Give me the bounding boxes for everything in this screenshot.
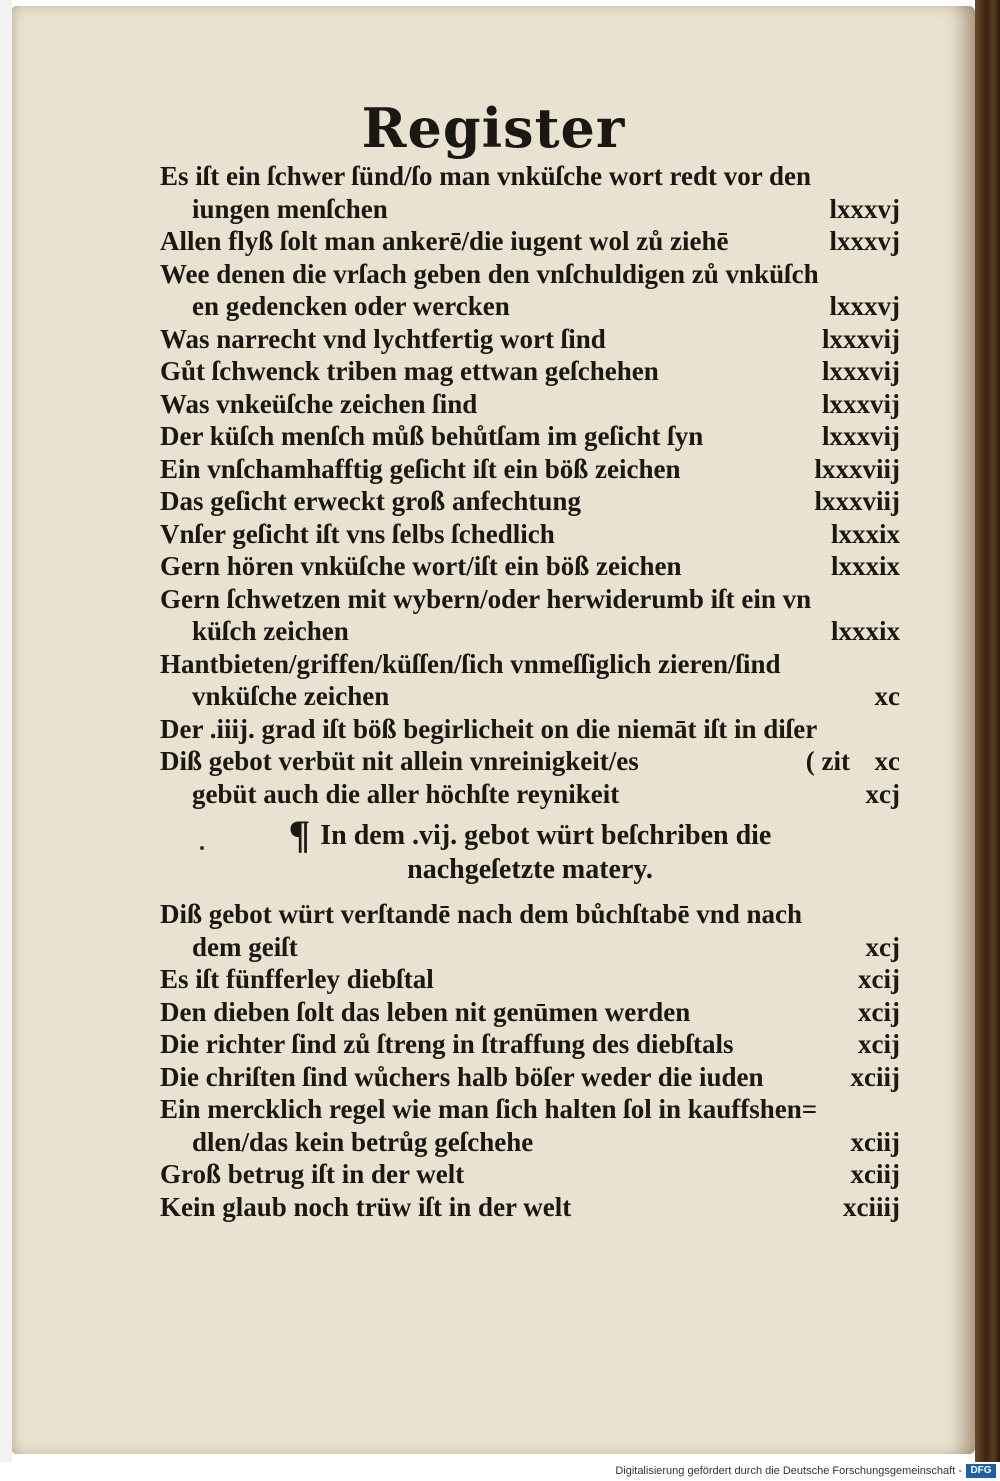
register-entry-line (150, 1061, 910, 1094)
folio-reference: xciij (850, 1159, 900, 1189)
entry-text: Allen flyß ſolt man ankerē/die iugent wol zů ziehē (160, 226, 729, 256)
entry-text: Gern hören vnküſche wort/iſt ein böß zeichen (160, 551, 682, 581)
folio-reference: lxxxvj (829, 291, 900, 321)
entry-text: Die richter ſind zů ſtreng in ſtraffung des diebſtals (160, 1029, 734, 1059)
register-entry-line (150, 1028, 910, 1061)
register-entry-line (150, 323, 910, 356)
entry-text: Groß betrug iſt in der welt (160, 1159, 465, 1189)
folio-reference: lxxxix (830, 518, 900, 549)
folio-reference: lxxxix (830, 551, 900, 581)
dfg-logo-icon: DFG (966, 1464, 996, 1478)
register-entry-line (150, 518, 910, 551)
register-entry-line (150, 1191, 910, 1224)
folio-reference: xcj (865, 931, 900, 962)
entry-text: Was narrecht vnd lychtfertig wort ſind (160, 323, 606, 354)
entry-text: Gern ſchwetzen mit wybern/oder herwiderumb iſt ein vn (160, 583, 812, 614)
folio-reference: lxxxviij (814, 486, 900, 516)
entry-text: Diß gebot verbüt nit allein vnreinigkeit/es (160, 746, 639, 776)
entry-text: Den dieben ſolt das leben nit genūmen werden (160, 996, 691, 1027)
register-entry-line (150, 388, 910, 421)
folio-reference: lxxxvij (822, 388, 900, 419)
entry-text: gebüt auch die aller höchſte reynikeit (192, 778, 620, 809)
scan-backdrop (0, 0, 12, 1462)
register-entry-line (150, 355, 910, 388)
register-entry-line (150, 931, 910, 964)
folio-reference: xciiij (843, 1191, 900, 1222)
register-entry-line (150, 648, 910, 681)
register-entry-line (150, 898, 910, 931)
entry-text: Diß gebot würt verſtandē nach dem bůchſtabē vnd nach (160, 899, 803, 929)
folio-reference: lxxxvj (829, 193, 900, 224)
register-entry-line (150, 1093, 910, 1126)
folio-reference: xc (874, 681, 900, 711)
entry-text: Der .iiij. grad iſt böß begirlicheit on die niemāt iſt in diſer (160, 713, 818, 744)
folio-reference: lxxxvj (829, 226, 900, 256)
entry-text: Hantbieten/griffen/küſſen/ſich vnmeſſiglich zieren/ſind (160, 648, 781, 679)
folio-reference: lxxxvij (822, 323, 900, 354)
register-entry-line (150, 680, 910, 713)
register-entry-line (150, 420, 910, 453)
folio-reference: xcij (858, 964, 900, 994)
entry-text: Ein mercklich regel wie man ſich halten ſol in kauffshen= (160, 1094, 818, 1124)
book-spine (975, 0, 1000, 1462)
section-heading-line-2: nachgeſetzte matery. (407, 854, 653, 885)
register-entry-line (150, 1158, 910, 1191)
entry-text: Es iſt ein ſchwer ſünd/ſo man vnküſche wort redt vor den (160, 161, 812, 191)
entry-text: Was vnkeüſche zeichen ſind (160, 388, 478, 419)
entry-text: vnküſche zeichen (192, 681, 390, 711)
register-entry-line (150, 1126, 910, 1159)
pilcrow-icon: ¶ (288, 812, 311, 857)
entry-text: Wee denen die vrſach geben den vnſchuldigen zů vnküſch (160, 258, 819, 289)
register-entry-line (150, 225, 910, 258)
entry-continuation-fragment: ( zit (805, 746, 850, 776)
register-entry-line (150, 485, 910, 518)
folio-reference: xciij (850, 1061, 900, 1092)
entry-text: Gůt ſchwenck triben mag ettwan geſchehen (160, 356, 659, 386)
register-entry-line (150, 290, 910, 323)
register-entries-top (150, 160, 910, 810)
folio-reference: lxxxvij (822, 356, 900, 386)
folio-reference: xcij (858, 996, 900, 1027)
register-entry-line (150, 193, 910, 226)
entry-text: Es iſt fünfferley diebſtal (160, 964, 434, 994)
folio-reference: xcj (865, 778, 900, 809)
entry-text: Der küſch menſch můß behůtſam im geſicht ſyn (160, 421, 704, 451)
folio-reference: lxxxviij (814, 453, 900, 484)
section-heading (150, 812, 910, 887)
entry-text: Das geſicht erweckt groß anfechtung (160, 486, 581, 516)
section-heading-line-1: ¶ In dem .vij. gebot würt beſchriben die (288, 812, 772, 857)
entry-text: iungen menſchen (192, 193, 388, 224)
register-entries-bottom (150, 898, 910, 1223)
entry-text: Kein glaub noch trüw iſt in der welt (160, 1191, 572, 1222)
folio-reference: xcij (858, 1029, 900, 1059)
register-entry-line (150, 550, 910, 583)
folio-reference: xc (874, 746, 900, 776)
register-entry-line (150, 583, 910, 616)
register-entry-line (150, 615, 910, 648)
register-entry-line (150, 160, 910, 193)
entry-text: en gedencken oder wercken (192, 291, 510, 321)
page-title: Register (361, 96, 626, 160)
folio-reference: lxxxvij (822, 421, 900, 451)
entry-text: dlen/das kein betrůg geſchehe (192, 1126, 534, 1157)
register-entry-line (150, 713, 910, 746)
register-entry-line (150, 453, 910, 486)
footer-credit: Digitalisierung gefördert durch die Deutsche Forschungsgemeinschaft - (615, 1465, 962, 1477)
register-entry-line (150, 963, 910, 996)
entry-text: Vnſer geſicht iſt vns ſelbs ſchedlich (160, 518, 555, 549)
entry-text: Die chriſten ſind wůchers halb böſer weder die iuden (160, 1061, 764, 1092)
register-entry-line (150, 778, 910, 811)
folio-reference: xciij (850, 1126, 900, 1157)
entry-text: dem geiſt (192, 931, 298, 962)
folio-reference: lxxxix (830, 616, 900, 646)
entry-text: Ein vnſchamhafftig geſicht iſt ein böß zeichen (160, 453, 681, 484)
register-entry-line (150, 996, 910, 1029)
entry-text: küſch zeichen (192, 616, 349, 646)
register-entry-line (150, 258, 910, 291)
register-entry-line (150, 745, 910, 778)
